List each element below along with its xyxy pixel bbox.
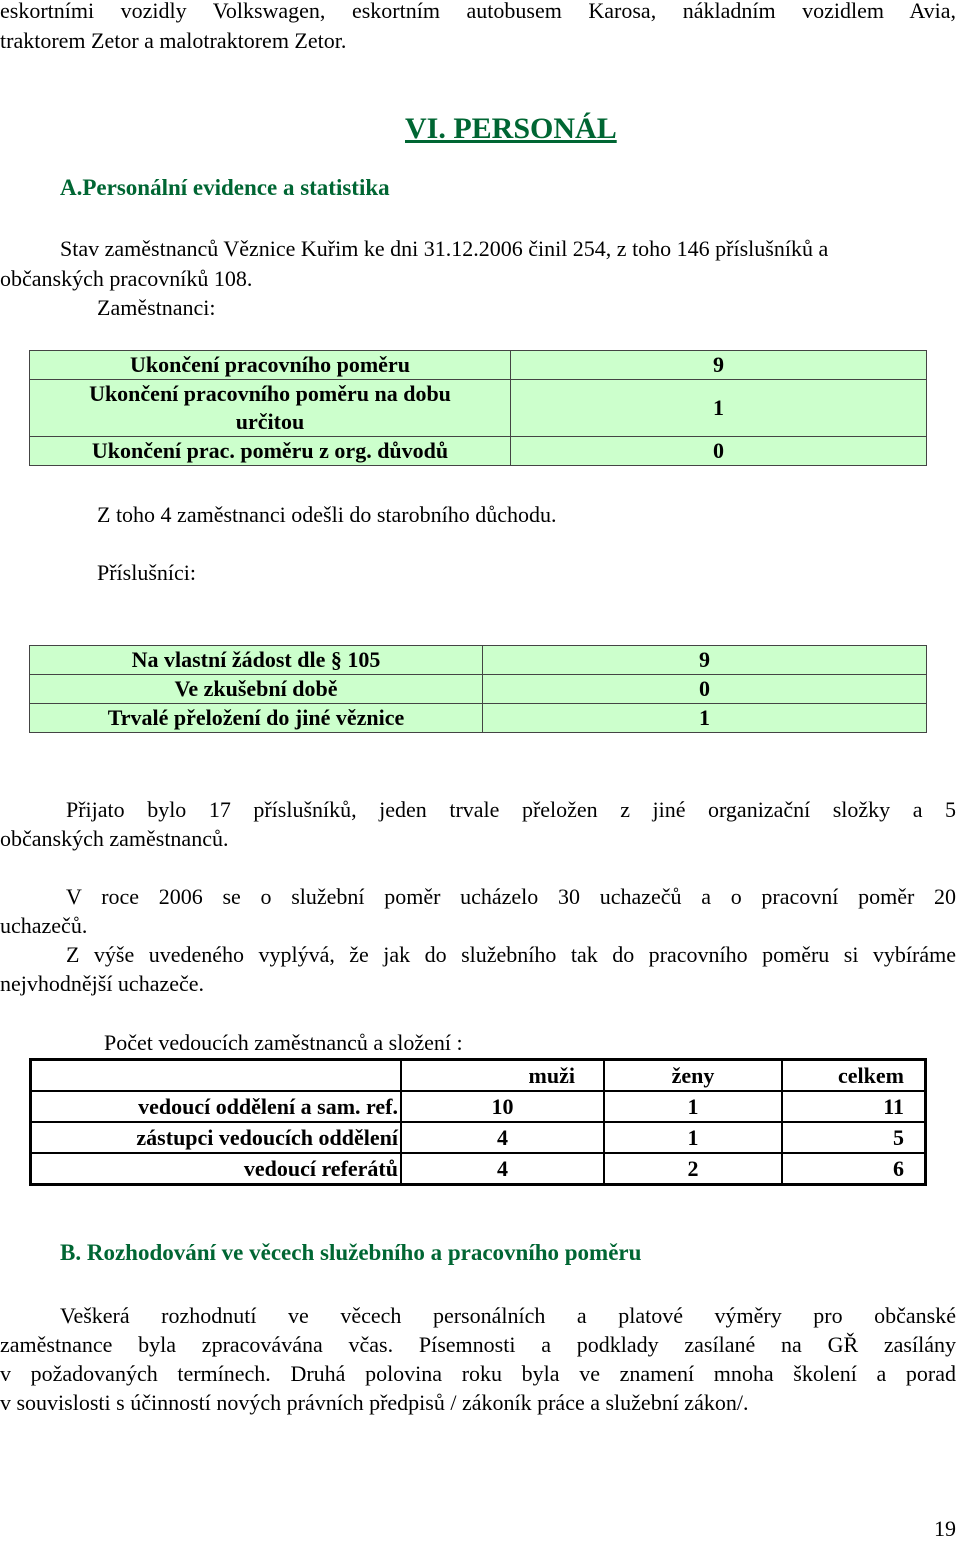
table-row [31, 1122, 926, 1153]
table-cell: 4 [401, 1122, 604, 1153]
stav-line-1: Stav zaměstnanců Věznice Kuřim ke dni 31.12.2006 činil 254, z toho 146 příslušníků a [60, 236, 829, 261]
table-cell-label [30, 380, 511, 437]
vedouci-label: Počet vedoucích zaměstnanců a složení : [104, 1030, 463, 1055]
rozhodovani-line-1: Veškerá rozhodnutí ve věcech personálních a platové výměry pro občanské [60, 1303, 956, 1328]
stav-line-2: občanských pracovníků 108. [0, 266, 253, 291]
prijato-line-1: Přijato bylo 17 příslušníků, jeden trvale přeložen z jiné organizační složky a 5 [66, 797, 956, 822]
table-cell-label: Ukončení prac. poměru z org. důvodů [30, 437, 511, 466]
table-cell: 1 [604, 1091, 782, 1122]
table-row [31, 1091, 926, 1122]
table-row [30, 351, 927, 380]
table-cell-value: 1 [483, 704, 927, 733]
table-row [30, 704, 927, 733]
table-row [30, 380, 927, 437]
table-cell: 2 [604, 1153, 782, 1185]
intro-line-2: traktorem Zetor a malotraktorem Zetor. [0, 28, 347, 53]
subsection-b-title: B. Rozhodování ve věcech služebního a pracovního poměru [60, 1240, 642, 1265]
table-cell-value: 0 [511, 437, 927, 466]
table-cell-value: 9 [511, 351, 927, 380]
table-cell-value: 9 [483, 646, 927, 675]
roce-line-2: uchazečů. [0, 913, 88, 938]
table-cell-label-line1: Ukončení pracovního poměru na dobu [89, 381, 451, 406]
vyse-line-1: Z výše uvedeného vyplývá, že jak do služebního tak do pracovního poměru si vybíráme [66, 942, 956, 967]
vyse-line-2: nejvhodnější uchazeče. [0, 971, 205, 996]
table-cell: 5 [782, 1122, 926, 1153]
table-cell-value: 1 [511, 380, 927, 437]
table-cell: 4 [401, 1153, 604, 1185]
table-cell: vedoucí oddělení a sam. ref. [31, 1091, 402, 1122]
table-cell: 1 [604, 1122, 782, 1153]
intro-line-1: eskortními vozidly Volkswagen, eskortním autobusem Karosa, nákladním vozidlem Avia, [0, 0, 956, 23]
table-cell: vedoucí referátů [31, 1153, 402, 1185]
rozhodovani-line-3: v požadovaných termínech. Druhá polovina roku byla ve znamení mnoha školení a porad [0, 1361, 956, 1386]
prislusnici-label: Příslušníci: [97, 560, 197, 585]
page-number: 19 [934, 1516, 956, 1541]
table-cell: 6 [782, 1153, 926, 1185]
table-header-cell: celkem [782, 1060, 926, 1092]
roce-line-1: V roce 2006 se o služební poměr ucházelo 30 uchazečů a o pracovní poměr 20 [66, 884, 956, 909]
table-cell: 11 [782, 1091, 926, 1122]
rozhodovani-line-2: zaměstnance byla zpracovávána včas. Písemnosti a podklady zasílané na GŘ zasílány [0, 1332, 956, 1357]
table-vedouci [29, 1058, 927, 1186]
table-cell-label: Na vlastní žádost dle § 105 [30, 646, 483, 675]
table-cell-label: Ukončení pracovního poměru [30, 351, 511, 380]
table-row [30, 675, 927, 704]
table-header-cell: muži [401, 1060, 604, 1092]
table-cell-value: 0 [483, 675, 927, 704]
table-row [31, 1153, 926, 1185]
table-header-cell: ženy [604, 1060, 782, 1092]
table-header-row [31, 1060, 926, 1092]
table-row [30, 646, 927, 675]
table-prislusnici [29, 645, 927, 733]
prijato-line-2: občanských zaměstnanců. [0, 826, 229, 851]
duchod-note: Z toho 4 zaměstnanci odešli do starobního důchodu. [97, 502, 557, 527]
subsection-a-title: A.Personální evidence a statistika [60, 175, 390, 200]
table-zamestnanci [29, 350, 927, 466]
table-cell-label-line2: určitou [235, 409, 305, 434]
table-cell: 10 [401, 1091, 604, 1122]
table-row [30, 437, 927, 466]
section-title: VI. PERSONÁL [405, 112, 617, 145]
table-cell-label: Ve zkušební době [30, 675, 483, 704]
zamestnanci-label: Zaměstnanci: [97, 295, 216, 320]
rozhodovani-line-4: v souvislosti s účinností nových právních předpisů / zákoník práce a služební zákon/. [0, 1390, 749, 1415]
table-cell-label: Trvalé přeložení do jiné věznice [30, 704, 483, 733]
table-cell: zástupci vedoucích oddělení [31, 1122, 402, 1153]
table-header-cell [31, 1060, 402, 1092]
